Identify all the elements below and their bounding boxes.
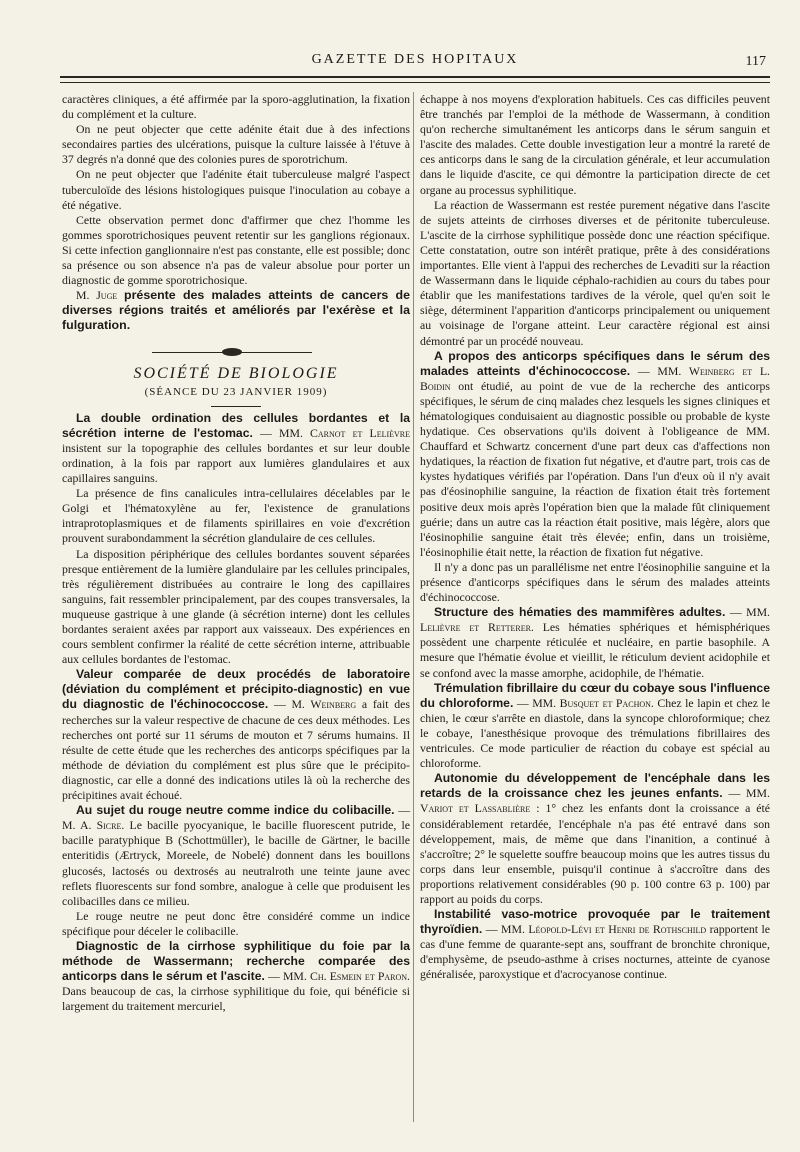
paragraph: Il n'y a donc pas un parallélisme net entre l'éosinophilie sanguine et la présence d'anticorps spécifiques dans le sérum des malades atteints d'échinococcose. [420, 559, 770, 605]
paragraph: La disposition périphérique des cellules bordantes souvent séparées presque entièrement de la lumière glandulaire par les cellules principales, très régulièrement distribuées au contraire le long des capillaires sanguins, fait ressembler principalement, par des coupes transversales, la muqueuse gastrique à une glande (à sécrétion interne) dont les cellules bordantes seraient axées par rapport aux vaisseaux. Des expériences en cours semblent confirmer la réalité de cette sécrétion interne, attribuable aux cellules bordantes de l'estomac. [62, 546, 410, 667]
entry-title: Trémulation fibrillaire du cœur du cobaye sous l'influence du chloroforme. [420, 680, 770, 710]
entry-variot [420, 771, 770, 907]
paragraph: échappe à nos moyens d'exploration habituels. Ces cas difficiles peuvent être tranchés par l'emploi de la méthode de Wassermann, à condition qu'on recherche simultanément les anticorps dans le sérum sanguin et l'ascite des malades. Cette double investigation leur a montré la rareté de ces anticorps dans le sang de la circulation générale, et leur accumulation dans le liquide d'ascite, ce qui démontre la participation directe de cet organe au processus syphilitique. [420, 92, 770, 197]
entry-authors: — MM. Ch. Esmein et Paron. [268, 969, 410, 984]
entry-title: Valeur comparée de deux procédés de laboratoire (déviation du complément et précipito-diagnostic) en vue du diagnostic de l'échinococcose. [62, 667, 410, 712]
section-title: SOCIÉTÉ DE BIOLOGIE [133, 364, 339, 382]
entry-sicre [62, 803, 410, 909]
header-rule-thick [60, 76, 770, 78]
entry-authors: — MM. Weinberg et L. Boidin [420, 363, 770, 393]
short-rule [211, 406, 261, 407]
entry-authors: — MM. Lelièvre et Retterer. [420, 605, 771, 635]
header-rule-thin [60, 82, 770, 83]
juge-prefix: M. [76, 288, 90, 303]
entry-authors: — MM. Carnot et Lelièvre [260, 425, 411, 440]
entry-authors: — MM. Variot et Lassablière : [420, 786, 770, 816]
entry-text: Dans beaucoup de cas, la cirrhose syphilitique du foie, qui bénéficie si largement du traitement mercuriel, [62, 984, 410, 1014]
juge-text: présente des malades atteints de cancers de diverses régions traités et améliorés par l'exérèse et la fulguration. [62, 288, 410, 333]
paragraph: caractères cliniques, a été affirmée par la sporo-agglutination, la fixation du complément et la culture. [62, 92, 410, 122]
right-column [420, 92, 770, 983]
entry-text: insistent sur la topographie des cellules bordantes et sur leur double ordination, à la fois par rapport aux lumières glandulaires et aux capillaires sanguins. [62, 440, 410, 486]
page-header [60, 48, 770, 74]
entry-title: Au sujet du rouge neutre comme indice du colibacille. [76, 803, 395, 818]
paragraph: La présence de fins canalicules intra-cellulaires décelables par le Golgi et l'hématoxylène au fer, l'existence de granulations intraprotoplasmiques et de filaments spirillaires en voie d'excrétion prouvent surabondamment la sécrétion glandulaire de ces cellules. [62, 486, 410, 546]
left-column [62, 92, 410, 1014]
ornament-dot [222, 348, 242, 356]
entry-weinberg-boidin [420, 349, 770, 560]
journal-title: GAZETTE DES HOPITAUX [311, 52, 519, 67]
entry-text: a fait des recherches sur la valeur respective de chacune de ces deux méthodes. Les recherches ont porté sur 11 sérums de mouton et 7 sérums humains. Il résulte de cette étude que les recherches des anticorps spécifiques par la méthode de déviation du complément est plus sûre que le précipito-diagnostic, car elle a donné des indications utiles là où la recherche des précipitines avait échoué. [62, 697, 410, 803]
entry-title: Autonomie du développement de l'encéphale dans les retards de la croissance chez les jeunes enfants. [420, 771, 770, 801]
entry-authors: — MM. Busquet et Pachon. [516, 695, 654, 710]
paragraph: On ne peut objecter que cette adénite était due à des infections secondaires parties des ulcérations, puisque la culture laissée à l'étuve à 37 degrés n'a donné que des colonies pures de sporotrichum. [62, 122, 410, 167]
entry-esmein [62, 939, 410, 1014]
entry-carnot [62, 411, 410, 486]
entry-text: Le bacille pyocyanique, le bacille fluorescent putride, le bacille paratyphique B (Schottmüller), le bacille de Gärtner, le bacille enteritidis (Ærtryck, Moreele, de Nobelé) donnent dans les bouillons glucosés, lactosés ou dextrosés au neutralroth une teinte jaune avec reflets fluorescents sur fond sombre, analogue à celle que produisent les colibacilles dans ce milieu. [62, 818, 410, 908]
entry-title: Structure des hématies des mammifères adultes. [434, 605, 726, 620]
section-ornament [62, 348, 410, 358]
paragraph: Le rouge neutre ne peut donc être considéré comme un indice spécifique pour déceler le colibacille. [62, 908, 410, 938]
entry-text: 1° chez les enfants dont la croissance a été considérablement retardée, l'encéphale n'a pas été entravé dans son développement, mais, de même que dans l'inanition, a continué à s'accroître; 2° le squelette souffre beaucoup moins que les autres tissus du corps dans leur ensemble, puisqu'il continue à s'accroître dans des proportions relativement considérables (90 p. 100 contre 63 p. 100) par rapport au poids du corps. [420, 801, 770, 906]
entry-authors: — MM. Léopold-Lévi et Henri de Rothschild [485, 922, 707, 937]
entry-lelievre-retterer [420, 605, 770, 680]
page-number: 117 [745, 54, 766, 69]
entry-leopold-levi [420, 907, 770, 982]
entry-weinberg [62, 667, 410, 803]
entry-title: Diagnostic de la cirrhose syphilitique du foie par la méthode de Wassermann; recherche comparée des anticorps dans le sérum et l'ascite. [62, 938, 410, 984]
paragraph: On ne peut objecter que l'adénite était tuberculeuse malgré l'aspect tuberculoïde des lésions histologiques puisque l'inoculation au cobaye a été négative. [62, 167, 410, 212]
entry-busquet-pachon [420, 681, 770, 772]
paragraph: Cette observation permet donc d'affirmer que chez l'homme les gommes sporotrichosiques peuvent retentir sur les ganglions régionaux. Si cette infection ganglionnaire n'est pas constante, elle est possible; donc sa présence ou son absence n'a pas de valeur absolue pour porter un diagnostic de gomme sporotrichosique. [62, 212, 410, 288]
entry-text: Les hématies sphériques et hémisphériques possèdent une charpente réticulée et nucléaire, en partie basophile. A mesure que l'hématie évolue et vieillit, le réticulum devient acidophile et se confond avec la masse amorphe, acidophile, de l'hématie. [420, 620, 770, 680]
entry-text: ont étudié, au point de vue de la recherche des anticorps spécifiques, le sérum de cinq malades chez lesquels les signes cliniques et hématologiques conduisaient au diagnostic possible ou probable de kyste hydatique. Ces observations qu'ils doivent à l'obligeance de MM. Chauffard et Schwartz concernent d'une part deux cas d'affections non hydatiques, la réaction de fixation fut négative, et d'autre part, trois cas de kystes hydatiques vérifiés par l'opération. Dans l'un d'eux où il n'y avait pas d'éosinophilie sanguine, la réaction de fixation était très fortement positive deux mois après l'opération bien que la malade fût cliniquement guérie; dans un autre cas la réaction était positive, mais légère, alors que l'éosinophilie sanguine était très élevée; enfin, dans un troisième, l'éosinophilie était nette, la réaction de fixation fut négative. [420, 378, 771, 559]
paragraph: La réaction de Wassermann est restée purement négative dans l'ascite de sujets atteints de cirrhoses diverses et de péritonite tuberculeuse. L'ascite de la cirrhose syphilitique possède donc une réaction spécifique. Cette constatation, outre son intérêt pratique, prête à des considérations importantes. Elle vient à l'appui des recherches de Levaditi sur la réaction de Wassermann dans le liquide céphalo-rachidien au cours du tabes pour établir que les manifestations tardives de la vérole, quel qu'en soit le siège, déterminent l'apparition d'anticorps principalement ou uniquement au voisinage de l'organe atteint. Leur caractère régional est ainsi démontré par un procédé nouveau. [420, 197, 770, 348]
author-name: Juge [96, 288, 118, 303]
entry-authors: — M. Weinberg [273, 697, 357, 712]
entry-title: A propos des anticorps spécifiques dans le sérum des malades atteints d'échinococcose. [420, 348, 770, 378]
section-date: (SÉANCE DU 23 JANVIER 1909) [144, 385, 328, 398]
entry-text: Chez le lapin et chez le chien, le cœur s'arrête en diastole, dans la syncope chloroformique; chez le cobaye, l'anesthésique provoque des trémulations fibrillaires des ventricules. Ce mode particulier de réaction du cobaye est spécial au chloroforme. [420, 695, 770, 771]
entry-authors: — M. A. Sicre. [62, 803, 411, 833]
entry-title: La double ordination des cellules bordantes et la sécrétion interne de l'estomac. [62, 410, 410, 440]
entry-text: rapportent le cas d'une femme de quarante-sept ans, souffrant de bronchite chronique, d'emphysème, de pseudo-asthme à crises nocturnes, atteinte de cyanose généralisée, paroxystique et d'acrocyanose continue. [420, 922, 770, 982]
juge-paragraph [62, 288, 410, 333]
entry-title: Instabilité vaso-motrice provoquée par le traitement thyroïdien. [420, 907, 770, 937]
column-divider [413, 92, 414, 1122]
